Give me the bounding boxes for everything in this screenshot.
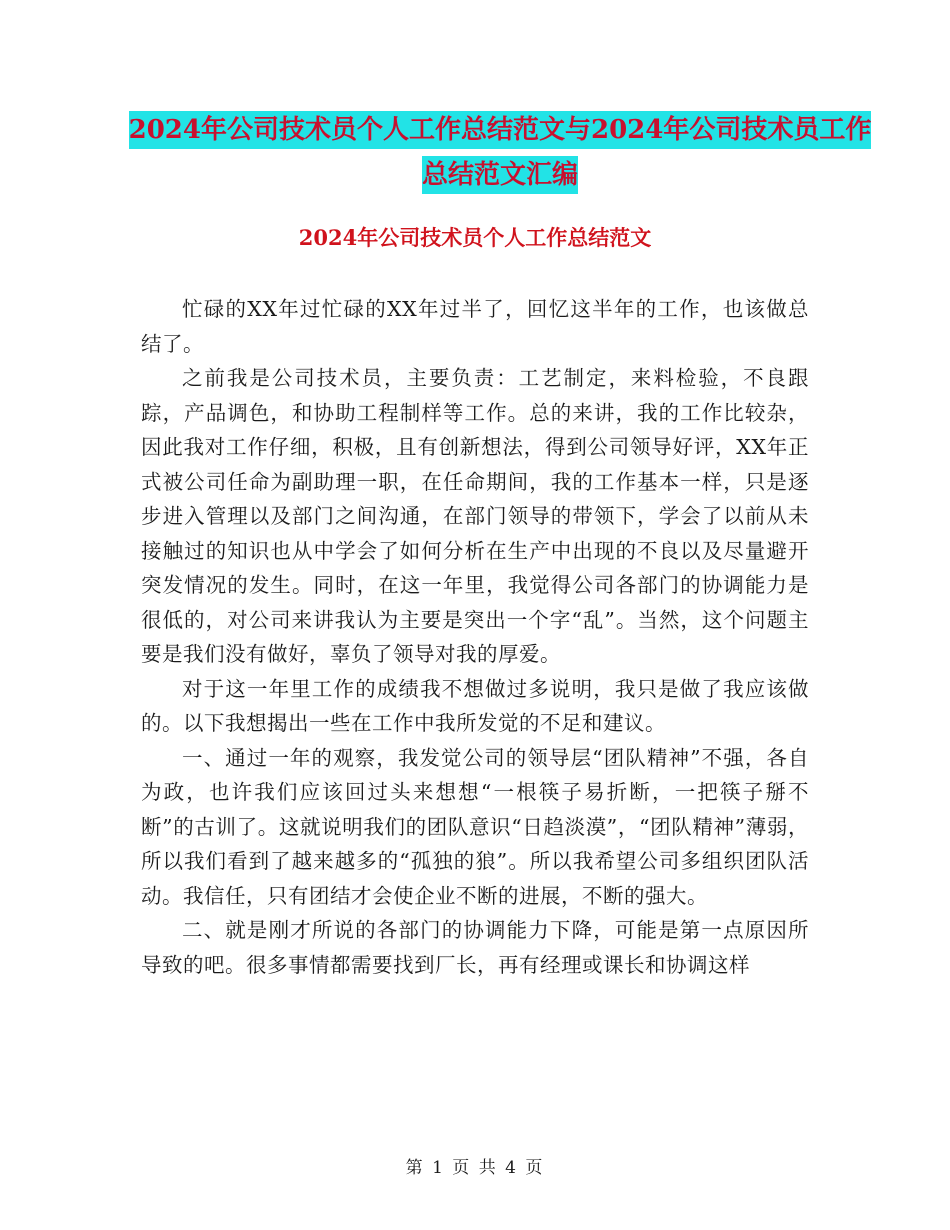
document-title [120, 108, 880, 198]
section-title: 2024年公司技术员个人工作总结范文 [298, 225, 652, 250]
page-footer: 第 1 页 共 4 页 [405, 1158, 545, 1178]
paragraph-4: 一、通过一年的观察，我发觉公司的领导层“团队精神”不强，各自为政，也许我们应该回过头来想想“一根筷子易折断，一把筷子掰不断”的古训了。这就说明我们的团队意识“日趋淡漠”，“团队精神”薄弱，所以我们看到了越来越多的“孤独的狼”。所以我希望公司多组织团队活动。我信任，只有团结才会使企业不断的进展，不断的强大。 [141, 745, 809, 908]
title-highlight: 2024年公司技术员个人工作总结范文与2024年公司技术员工作总结范文汇编 [129, 111, 872, 194]
paragraph-5: 二、就是刚才所说的各部门的协调能力下降，可能是第一点原因所导致的吧。很多事情都需要找到厂长，再有经理或课长和协调这样 [141, 918, 809, 977]
paragraph-3: 对于这一年里工作的成绩我不想做过多说明，我只是做了我应该做的。以下我想揭出一些在工作中我所发觉的不足和建议。 [141, 676, 809, 735]
document-body [141, 292, 809, 982]
paragraph-2: 之前我是公司技术员，主要负责：工艺制定，来料检验，不良跟踪，产品调色，和协助工程制样等工作。总的来讲，我的工作比较杂，因此我对工作仔细，积极，且有创新想法，得到公司领导好评，XX年正式被公司任命为副助理一职，在任命期间，我的工作基本一样，只是逐步进入管理以及部门之间沟通，在部门领导的带领下，学会了以前从未接触过的知识也从中学会了如何分析在生产中出现的不良以及尽量避开突发情况的发生。同时，在这一年里，我觉得公司各部门的协调能力是很低的，对公司来讲我认为主要是突出一个字“乱”。当然，这个问题主要是我们没有做好，辜负了领导对我的厚爱。 [141, 366, 809, 666]
paragraph-1: 忙碌的XX年过忙碌的XX年过半了，回忆这半年的工作，也该做总结了。 [141, 297, 809, 356]
